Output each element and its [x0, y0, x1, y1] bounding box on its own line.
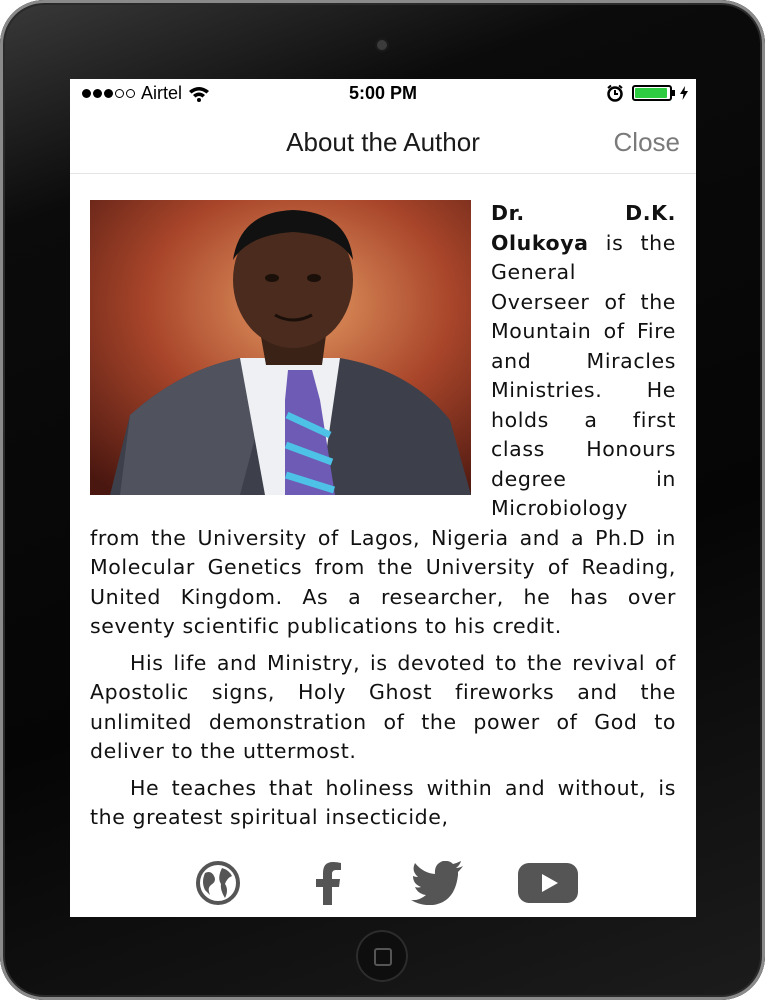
app-screen [70, 79, 696, 917]
bio-paragraph-2: His life and Ministry, is devoted to the revival of Apostolic signs, Holy Ghost fireworks and the unlimited demonstration of the power of God to deliver to the uttermost. [90, 650, 676, 763]
close-button[interactable]: Close [613, 127, 680, 157]
social-links-bar [70, 849, 696, 917]
camera-dot [377, 40, 387, 50]
battery-icon [632, 85, 672, 101]
page-title: About the Author [286, 127, 480, 157]
status-right [606, 84, 688, 102]
battery-level [635, 88, 667, 98]
website-link[interactable] [188, 861, 248, 905]
facebook-icon [313, 861, 343, 905]
author-portrait [90, 200, 471, 495]
home-button[interactable] [356, 930, 408, 982]
globe-icon [195, 860, 241, 906]
youtube-icon [518, 863, 578, 903]
status-time: 5:00 PM [348, 83, 418, 103]
author-photo [90, 200, 471, 495]
status-bar [70, 79, 696, 109]
author-name: Dr. D.K. Olukoya [491, 201, 676, 255]
bio-paragraph-3: He teaches that holiness within and without, is the greatest spiritual insecticide, [90, 775, 676, 829]
charging-icon [680, 86, 688, 100]
twitter-link[interactable] [408, 861, 468, 905]
author-bio [90, 199, 676, 854]
twitter-icon [411, 861, 465, 905]
alarm-icon [606, 84, 624, 102]
navigation-bar [70, 117, 696, 174]
bio-paragraph-1: is the General Overseer of the Mountain of Fire and Miracles Ministries. He holds a first class Honours degree in Microbiology from the University of Lagos, Nigeria and a Ph.D in Molecular Genetics from the University of Reading, United Kingdom. As a researcher, he has over seventy scientific publications to his credit. [90, 230, 676, 638]
youtube-link[interactable] [518, 861, 578, 905]
carrier-name: Airtel [141, 83, 183, 103]
facebook-link[interactable] [298, 861, 358, 905]
